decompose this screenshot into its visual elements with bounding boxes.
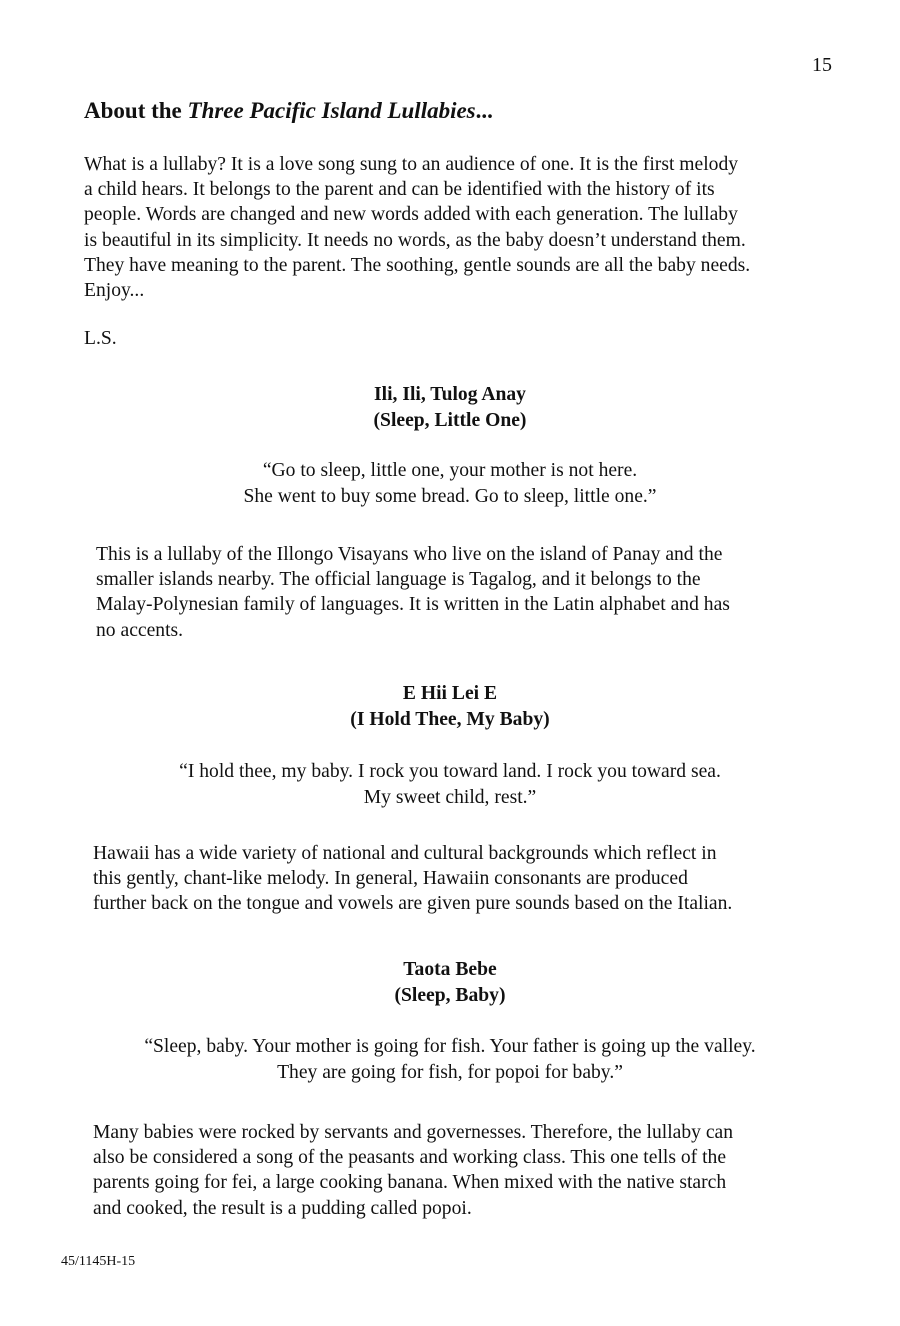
description-line: also be considered a song of the peasants and working class. This one tells of the [93,1147,727,1169]
intro-line: people. Words are changed and new words added with each generation. The lullaby [84,204,738,226]
song-quote [0,458,900,509]
song-description [93,841,732,917]
description-line: This is a lullaby of the Illongo Visayans who live on the island of Panay and the [96,544,723,565]
quote-line: “Sleep, baby. Your mother is going for fish. Your father is going up the valley. [144,1036,756,1057]
song-title-block [0,957,900,1008]
song-title-block [0,382,900,433]
song-subtitle: (Sleep, Little One) [373,409,527,431]
heading-italic-title: Three Pacific Island Lullabies [187,98,476,123]
quote-line: She went to buy some bread. Go to sleep, little one.” [243,485,657,507]
description-line: this gently, chant-like melody. In general, Hawaiin consonants are produced [93,868,688,890]
description-line: Hawaii has a wide variety of national and cultural backgrounds which reflect in [93,843,717,864]
heading-prefix: About the [84,98,188,123]
footer-code: 45/1145H-15 [61,1254,136,1269]
song-title-block [0,681,900,732]
description-line: no accents. [96,619,184,641]
song-quote [0,1034,900,1085]
heading-suffix: ... [475,98,493,123]
author-signature: L.S. [84,328,117,349]
page-number: 15 [812,54,832,76]
intro-line: is beautiful in its simplicity. It needs no words, as the baby doesn’t understand them. [84,229,746,251]
quote-line: “I hold thee, my baby. I rock you toward land. I rock you toward sea. [179,761,721,782]
intro-paragraph [84,152,750,303]
description-line: further back on the tongue and vowels are given pure sounds based on the Italian. [93,893,733,915]
quote-line: They are going for fish, for popoi for baby.” [277,1061,623,1083]
song-title: E Hii Lei E [402,683,498,704]
song-quote [0,759,900,810]
intro-line: What is a lullaby? It is a love song sung to an audience of one. It is the first melody [84,154,739,175]
description-line: smaller islands nearby. The official language is Tagalog, and it belongs to the [96,569,701,591]
song-title: Taota Bebe [403,959,497,980]
quote-line: “Go to sleep, little one, your mother is not here. [262,460,638,481]
intro-line: a child hears. It belongs to the parent and can be identified with the history of its [84,179,715,201]
song-description [93,1120,733,1221]
song-description [96,542,730,643]
description-line: and cooked, the result is a pudding called popoi. [93,1197,472,1219]
quote-line: My sweet child, rest.” [363,786,537,808]
intro-line: Enjoy... [84,280,145,302]
description-line: parents going for fei, a large cooking banana. When mixed with the native starch [93,1172,727,1194]
song-subtitle: (Sleep, Baby) [394,984,506,1006]
page-heading [84,98,493,124]
intro-line: They have meaning to the parent. The soothing, gentle sounds are all the baby needs. [84,254,751,276]
description-line: Malay-Polynesian family of languages. It is written in the Latin alphabet and has [96,594,730,616]
song-subtitle: (I Hold Thee, My Baby) [350,708,550,730]
song-title: Ili, Ili, Tulog Anay [374,384,526,405]
description-line: Many babies were rocked by servants and governesses. Therefore, the lullaby can [93,1122,734,1143]
